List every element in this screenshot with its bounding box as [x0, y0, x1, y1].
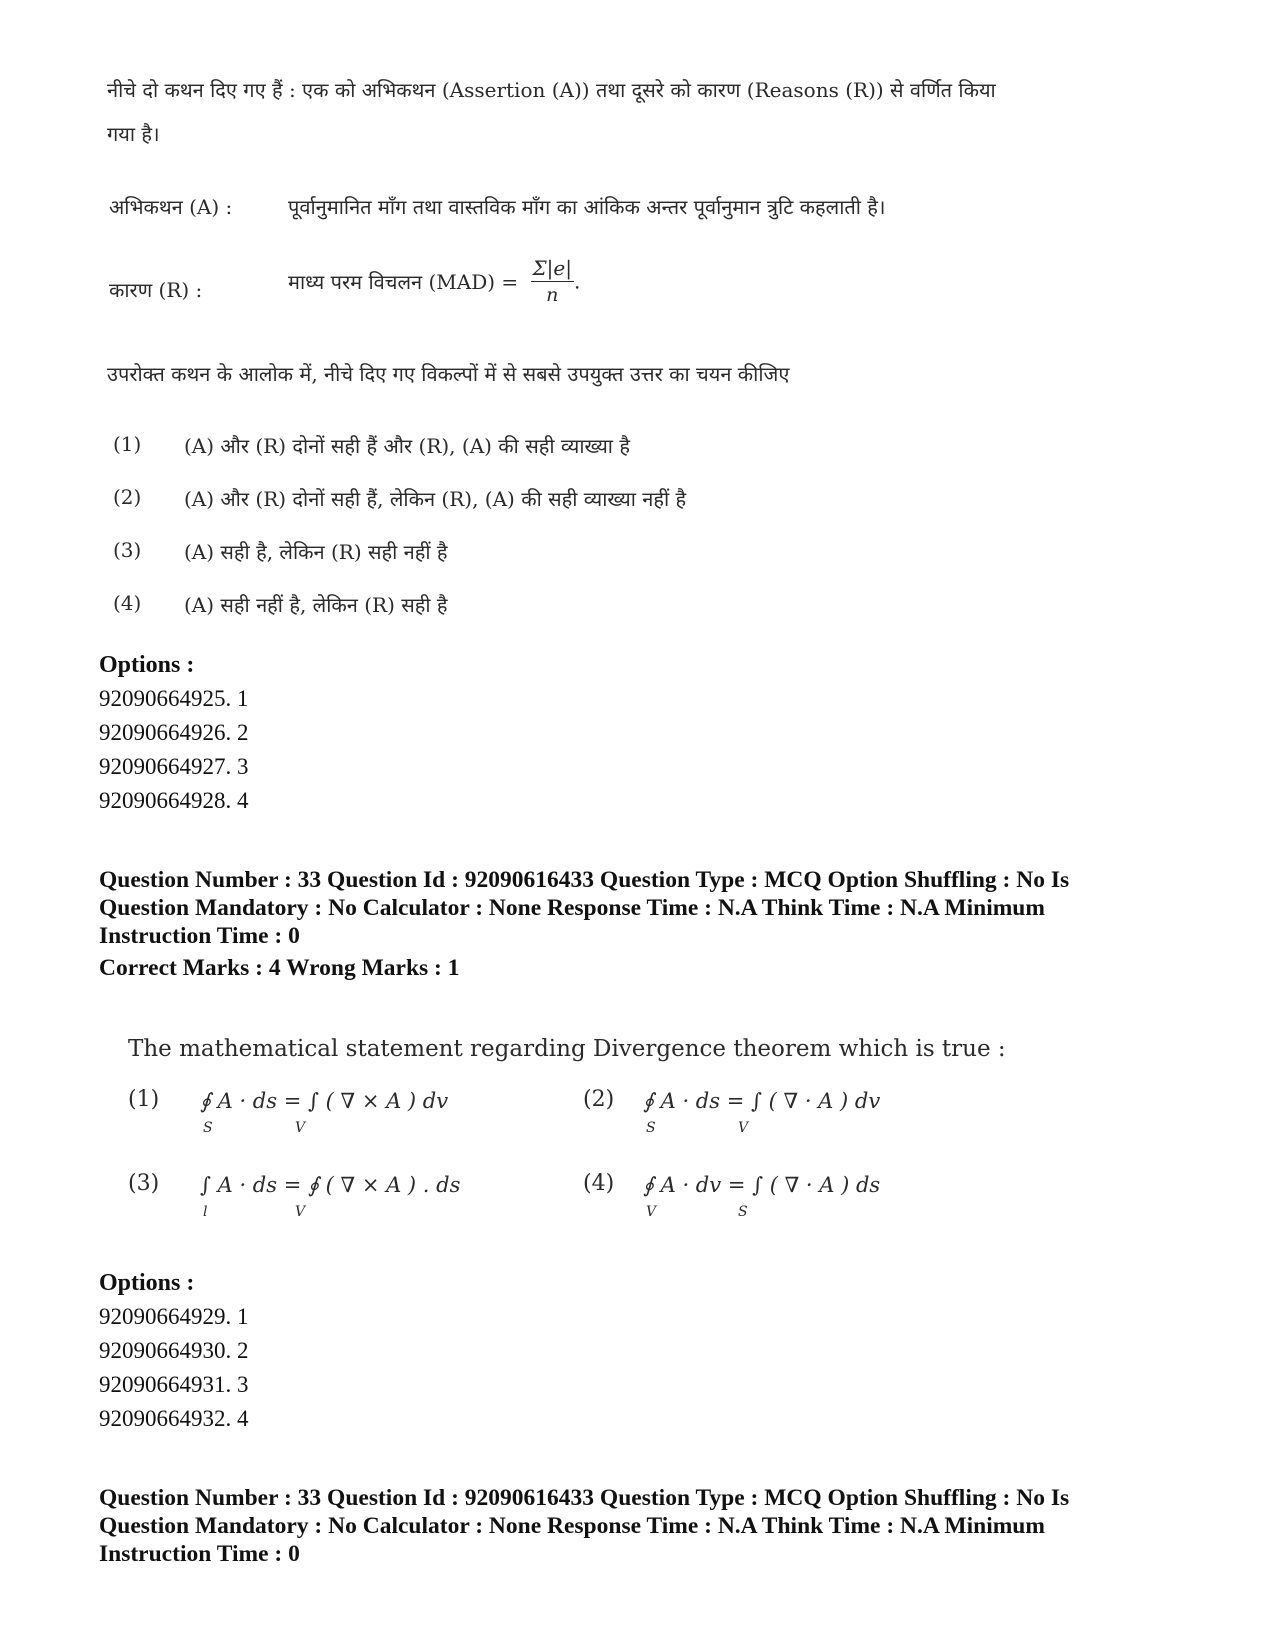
- option-id: 92090664926. 2: [99, 720, 249, 745]
- choice-rhs: = ∫ ( ∇ × A ) dv: [283, 1089, 449, 1113]
- math-choice: [643, 1089, 880, 1113]
- meta-line-2: Question Mandatory : No Calculator : None Response Time : N.A Think Time : N.A Minimum: [99, 1513, 1045, 1539]
- choice-lhs: ∮ A · ds: [643, 1089, 721, 1113]
- choice-text: (A) और (R) दोनों सही हैं, लेकिन (R), (A) की सही व्याख्या नहीं है: [184, 487, 687, 511]
- fraction-numerator: Σ|e|: [532, 256, 572, 280]
- choice-number: (1): [113, 432, 142, 456]
- reason-label: कारण (R) :: [109, 278, 203, 302]
- assertion-text: पूर्वानुमानित माँग तथा वास्तविक माँग का आंकिक अन्तर पूर्वानुमान त्रुटि कहलाती है।: [288, 195, 886, 219]
- choice-number: (3): [128, 1171, 160, 1196]
- option-id: 92090664930. 2: [99, 1338, 249, 1363]
- option-id: 92090664932. 4: [99, 1406, 249, 1431]
- options-title: Options :: [99, 652, 195, 678]
- choice-number: (3): [113, 538, 142, 562]
- marks-info: Correct Marks : 4 Wrong Marks : 1: [99, 955, 460, 981]
- reason-suffix: .: [573, 269, 581, 294]
- reason-text: माध्य परम विचलन (MAD) =: [288, 270, 519, 294]
- choice-text: (A) सही नहीं है, लेकिन (R) सही है: [184, 593, 448, 617]
- question-metadata: [99, 866, 1189, 950]
- choice-number: (4): [113, 591, 142, 615]
- choice-number: (1): [128, 1087, 160, 1112]
- choice-lhs: ∮ A · ds: [200, 1089, 278, 1113]
- choice-lhs: ∮ A · dv: [643, 1173, 722, 1197]
- meta-line-3: Instruction Time : 0: [99, 1541, 300, 1567]
- option-id: 92090664928. 4: [99, 788, 249, 813]
- choice-text: (A) और (R) दोनों सही हैं और (R), (A) की सही व्याख्या है: [184, 434, 630, 458]
- option-id: 92090664925. 1: [99, 686, 249, 711]
- math-choice: [200, 1173, 460, 1197]
- reason-formula: [288, 255, 580, 308]
- question-stem: The mathematical statement regarding Divergence theorem which is true :: [128, 1036, 1006, 1062]
- question-instruction: उपरोक्त कथन के आलोक में, नीचे दिए गए विकल्पों में से सबसे उपयुक्त उत्तर का चयन कीजिए: [107, 362, 790, 386]
- volume-subscript: V: [646, 1204, 657, 1220]
- question-metadata: [99, 1484, 1189, 1568]
- choice-number: (2): [113, 485, 142, 509]
- options-title: Options :: [99, 1270, 195, 1296]
- volume-subscript: V: [295, 1120, 306, 1136]
- math-choice: [200, 1089, 448, 1113]
- choice-number: (2): [583, 1087, 615, 1112]
- intro-line-2: गया है।: [107, 122, 160, 146]
- mad-fraction: [531, 255, 574, 308]
- line-subscript: l: [203, 1204, 208, 1220]
- volume-subscript: V: [738, 1120, 749, 1136]
- fraction-denominator: n: [546, 284, 559, 306]
- question-intro: [107, 68, 1067, 156]
- meta-line-3: Instruction Time : 0: [99, 923, 300, 949]
- meta-line-2: Question Mandatory : No Calculator : None Response Time : N.A Think Time : N.A Minimum: [99, 895, 1045, 921]
- meta-line-1: Question Number : 33 Question Id : 92090616433 Question Type : MCQ Option Shuffling : No Is: [99, 1485, 1070, 1511]
- assertion-label: अभिकथन (A) :: [109, 195, 233, 219]
- option-id: 92090664927. 3: [99, 754, 249, 779]
- option-id: 92090664929. 1: [99, 1304, 249, 1329]
- surface-subscript: S: [738, 1204, 748, 1220]
- choice-text: (A) सही है, लेकिन (R) सही नहीं है: [184, 540, 448, 564]
- math-choice: [643, 1173, 880, 1197]
- choice-rhs: = ∮ ( ∇ × A ) . ds: [283, 1173, 461, 1197]
- choice-number: (4): [583, 1171, 615, 1196]
- intro-line-1: नीचे दो कथन दिए गए हैं : एक को अभिकथन (Assertion (A)) तथा दूसरे को कारण (Reasons (R)) से वर्णित किया: [107, 78, 996, 102]
- surface-subscript: S: [203, 1120, 213, 1136]
- choice-rhs: = ∫ ( ∇ · A ) dv: [726, 1089, 881, 1113]
- volume-subscript: V: [295, 1204, 306, 1220]
- choice-lhs: ∫ A · ds: [200, 1173, 278, 1197]
- choice-rhs: = ∫ ( ∇ · A ) ds: [727, 1173, 881, 1197]
- meta-line-1: Question Number : 33 Question Id : 92090616433 Question Type : MCQ Option Shuffling : No Is: [99, 867, 1070, 893]
- option-id: 92090664931. 3: [99, 1372, 249, 1397]
- surface-subscript: S: [646, 1120, 656, 1136]
